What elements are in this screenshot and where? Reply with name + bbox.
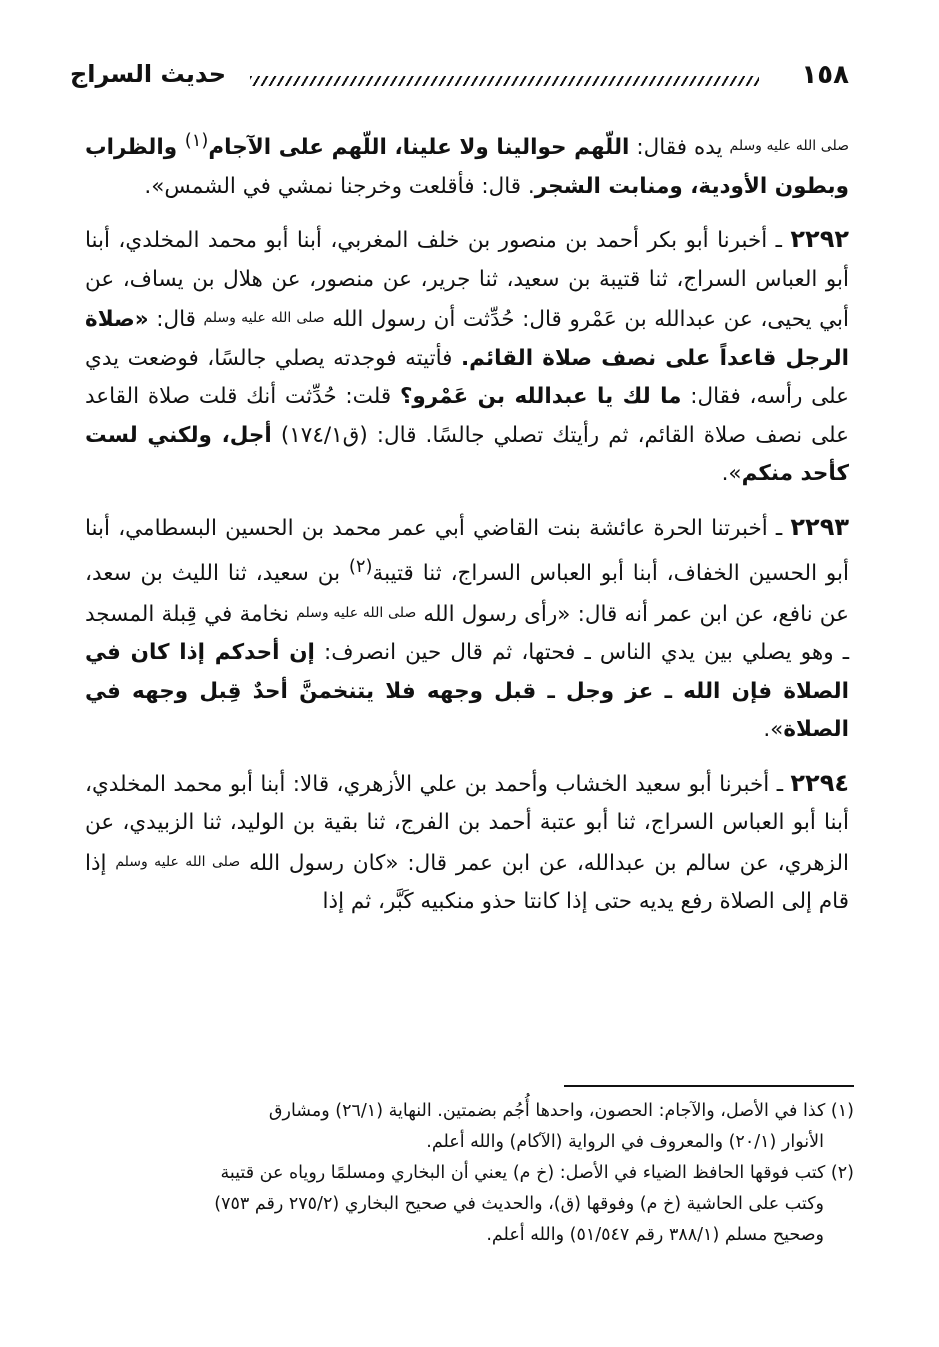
footnote-line: الأنوار (٢٠/١) والمعروف في الرواية (الآكام) والله أعلم. [426,1132,824,1152]
text-run: . قال: فأقلعت وخرجنا نمشي في الشمس». [144,173,535,199]
header-rule [250,76,759,86]
hadith-paragraph [85,220,849,494]
text-run: قلت: حُدِّثت أنك قلت صلاة القاعد على نصف صلاة القائم، ثم رأيتك تصلي جالسًا. قال: (ق١٧٤/١) [85,384,849,448]
hadith-number: ٢٢٩٣ [790,512,849,541]
hadith-paragraph [85,764,849,922]
text-run: إذا قام إلى الصلاة رفع يديه حتى إذا كانتا حذو منكبيه كَبَّر، ثم إذا [85,850,849,915]
hadith-number: ٢٢٩٢ [790,225,849,254]
text-run: ـ أخبرنا أبو سعيد الخشاب وأحمد بن علي الأزهري، قالا: أبنا أبو محمد المخلدي، أبنا أبو العباس السراج، ثنا أبو عتبة أحمد بن الفرج، ثنا بقية بن الوليد، ثنا الزبيدي، عن الزهري، عن سالم بن عبدالله، عن ابن عمر قال: «كان رسول الله [85,771,850,876]
bold-text: والظراب وبطون الأودية، ومنابت الشجر [85,135,849,199]
text-run: ـ أخبرتنا الحرة عائشة بنت القاضي أبي عمر محمد بن الحسين البسطامي، أبنا أبو الحسين الخفاف، أبنا أبو العباس السراج، ثنا قتيبة [85,515,849,587]
footnotes [85,1096,854,1251]
salutation-glyph: صلى الله عليه وسلم [729,138,849,155]
footnote-marker: (٢) [348,556,373,578]
text-run: فأتيته فوجدته يصلي جالسًا، فوضعت يدي على رأسه، فقال: [85,345,849,410]
page-header [70,58,849,98]
footnote-line: وكتب على الحاشية (خ م) وفوقها (ق)، والحديث في صحيح البخاري (٢٧٥/٢ رقم ٧٥٣) [214,1194,824,1214]
text-run: ». [763,717,784,743]
text-run: يده فقال: [629,135,730,161]
bold-text: «صلاة الرجل قاعداً على نصف صلاة القائم. [85,307,849,371]
salutation-glyph: صلى الله عليه وسلم [203,310,325,327]
footnote-marker: (١) [184,130,209,151]
main-text [85,122,849,936]
text-run: قال: [148,307,204,333]
text-run: ». [721,461,742,487]
hadith-paragraph [85,122,849,206]
salutation-glyph: صلى الله عليه وسلم [296,604,417,621]
hadith-number: ٢٢٩٤ [790,768,849,797]
page-number: ١٥٨ [801,60,849,90]
hadith-paragraph [85,508,849,750]
footnote-line: (١) كذا في الأصل، والآجام: الحصون، واحدها أُجُم بضمتين. النهاية (٢٦/١) ومشارق [268,1101,854,1121]
footnote-line: (٢) كتب فوقها الحافظ الضياء في الأصل: (خ م) يعني أن البخاري ومسلمًا روياه عن قتيبة [220,1163,854,1183]
running-title: حديث السراج [70,60,227,88]
bold-text: أجل، ولكني لست كأحد منكم [85,422,849,487]
footnote-separator [564,1085,854,1087]
text-run: ـ أخبرنا أبو بكر أحمد بن منصور بن خلف المغربي، أبنا أبو محمد المخلدي، أبنا أبو العباس السراج، ثنا قتيبة بن سعيد، ثنا جرير، عن منصور، عن هلال بن يساف، عن أبي يحيى، عن عبدالله بن عَمْرو قال: حُدِّثت أن رسول الله [85,228,849,333]
text-run: نخامة في قِبلة المسجد ـ وهو يصلي بين يدي الناس ـ فحتها، ثم قال حين انصرف: [85,601,849,666]
bold-text: إن أحدكم إذا كان في الصلاة فإن الله ـ عز وجل ـ قبل وجهه فلا يتنخمنَّ أحدٌ قِبل وجهه في الصلاة [85,640,849,743]
bold-text: ما لك يا عبدالله بن عَمْرو؟ [399,384,682,410]
footnote-line: وصحيح مسلم (٣٨٨/١ رقم ٥١/٥٤٧) والله أعلم. [486,1225,824,1245]
text-run: بن سعيد، ثنا الليث بن سعد، عن نافع، عن ابن عمر أنه قال: «رأى رسول الله [85,561,849,627]
bold-text: اللّهم حوالينا ولا علينا، اللّهم على الآجام [208,135,630,161]
salutation-glyph: صلى الله عليه وسلم [115,853,241,870]
